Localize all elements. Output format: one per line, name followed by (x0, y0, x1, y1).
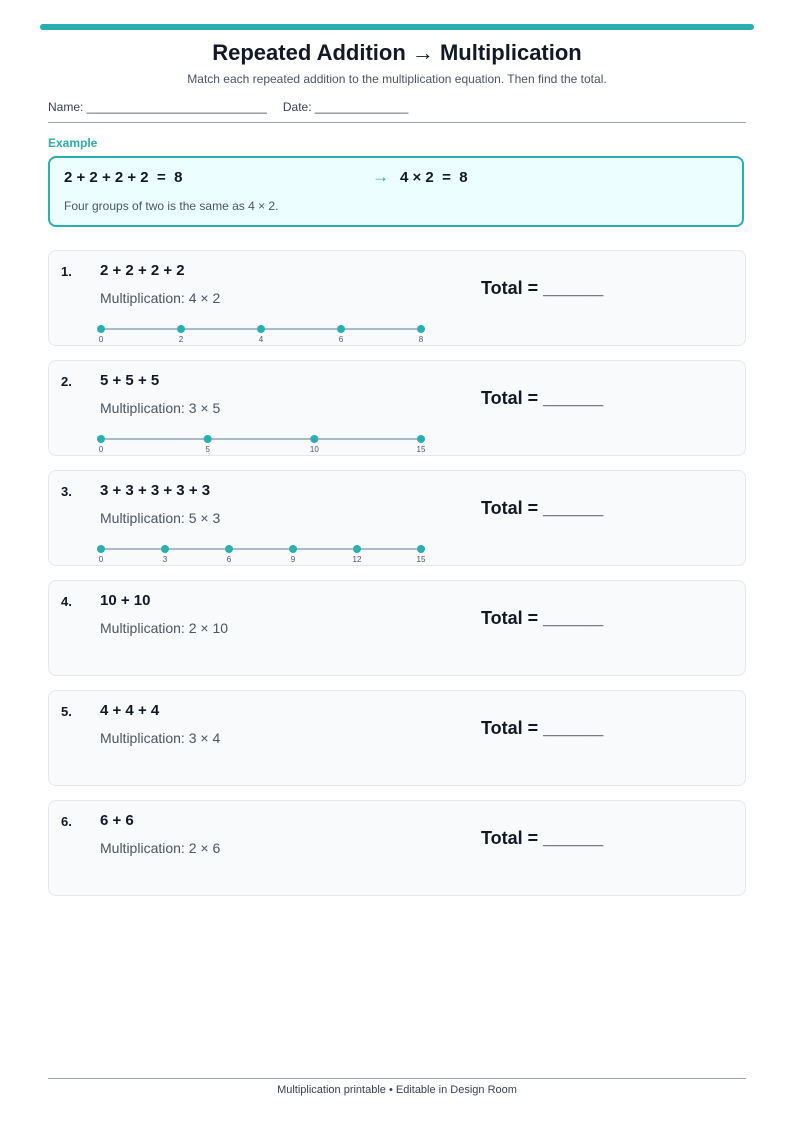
total-blank[interactable]: Total = ______ (481, 498, 604, 518)
problem-number: 1. (61, 264, 72, 279)
number-line-point (177, 325, 185, 333)
example-label: Example (48, 136, 98, 150)
number-line (94, 539, 434, 565)
number-line-tick-label: 8 (418, 335, 424, 344)
problem-number: 4. (61, 594, 72, 609)
example-addition: 2 + 2 + 2 + 2 = 8 (64, 169, 183, 186)
number-line-point (204, 435, 212, 443)
number-line-tick-label: 10 (309, 445, 319, 454)
footer-text: Multiplication printable • Editable in Design Room (277, 1084, 517, 1096)
problem-card-5 (48, 690, 746, 786)
number-line-tick-label: 15 (416, 555, 426, 564)
problem-multiplication: Multiplication: 4 × 2 (100, 290, 221, 306)
problem-addition: 2 + 2 + 2 + 2 (100, 262, 185, 279)
number-line-tick-label: 9 (290, 555, 296, 564)
top-accent-bar (40, 24, 754, 30)
page-subtitle: Match each repeated addition to the multiplication equation. Then find the total. (187, 72, 607, 86)
total-blank[interactable]: Total = ______ (481, 388, 604, 408)
number-line-point (337, 325, 345, 333)
problem-multiplication: Multiplication: 5 × 3 (100, 510, 221, 526)
problem-card-6 (48, 800, 746, 896)
number-line-point (417, 545, 425, 553)
problem-card-1 (48, 250, 746, 346)
number-line-point (161, 545, 169, 553)
number-line-point (289, 545, 297, 553)
problem-number: 6. (61, 814, 72, 829)
problem-addition: 6 + 6 (100, 812, 134, 829)
number-line-point (417, 325, 425, 333)
number-line-point (257, 325, 265, 333)
example-box (48, 156, 744, 227)
arrow-right-icon: → (372, 167, 389, 186)
problem-addition: 10 + 10 (100, 592, 151, 609)
problem-card-2 (48, 360, 746, 456)
number-line-tick-label: 4 (258, 335, 264, 344)
number-line (94, 319, 434, 345)
number-line-tick-label: 0 (98, 555, 104, 564)
problem-addition: 4 + 4 + 4 (100, 702, 160, 719)
problem-card-3 (48, 470, 746, 566)
footer-divider (48, 1078, 746, 1079)
number-line-point (97, 545, 105, 553)
problem-multiplication: Multiplication: 3 × 5 (100, 400, 221, 416)
problem-addition: 5 + 5 + 5 (100, 372, 160, 389)
number-line-tick-label: 2 (178, 335, 184, 344)
example-multiplication: 4 × 2 = 8 (400, 169, 468, 186)
example-note: Four groups of two is the same as 4 × 2. (64, 199, 279, 213)
problem-number: 3. (61, 484, 72, 499)
number-line-point (353, 545, 361, 553)
page-title: Repeated Addition → Multiplication (212, 40, 582, 65)
number-line-point (97, 325, 105, 333)
problem-multiplication: Multiplication: 2 × 10 (100, 620, 229, 636)
problem-addition: 3 + 3 + 3 + 3 + 3 (100, 482, 211, 499)
number-line-tick-label: 6 (338, 335, 344, 344)
problem-multiplication: Multiplication: 2 × 6 (100, 840, 221, 856)
number-line-point (310, 435, 318, 443)
number-line-tick-label: 5 (205, 445, 210, 454)
problem-multiplication: Multiplication: 3 × 4 (100, 730, 221, 746)
problem-card-4 (48, 580, 746, 676)
number-line (94, 429, 434, 455)
number-line-tick-label: 3 (162, 555, 168, 564)
number-line-tick-label: 15 (416, 445, 426, 454)
number-line-tick-label: 0 (98, 335, 104, 344)
number-line-tick-label: 0 (98, 445, 104, 454)
total-blank[interactable]: Total = ______ (481, 828, 604, 848)
problem-number: 5. (61, 704, 72, 719)
number-line-point (225, 545, 233, 553)
header-divider (48, 122, 746, 123)
total-blank[interactable]: Total = ______ (481, 608, 604, 628)
number-line-point (97, 435, 105, 443)
number-line-tick-label: 6 (226, 555, 232, 564)
name-date-row (48, 100, 408, 114)
name-field[interactable]: Name: ___________________________ (48, 100, 267, 114)
problem-number: 2. (61, 374, 72, 389)
number-line-tick-label: 12 (352, 555, 362, 564)
date-field[interactable]: Date: ______________ (282, 100, 409, 114)
number-line-point (417, 435, 425, 443)
total-blank[interactable]: Total = ______ (481, 718, 604, 738)
total-blank[interactable]: Total = ______ (481, 278, 604, 298)
